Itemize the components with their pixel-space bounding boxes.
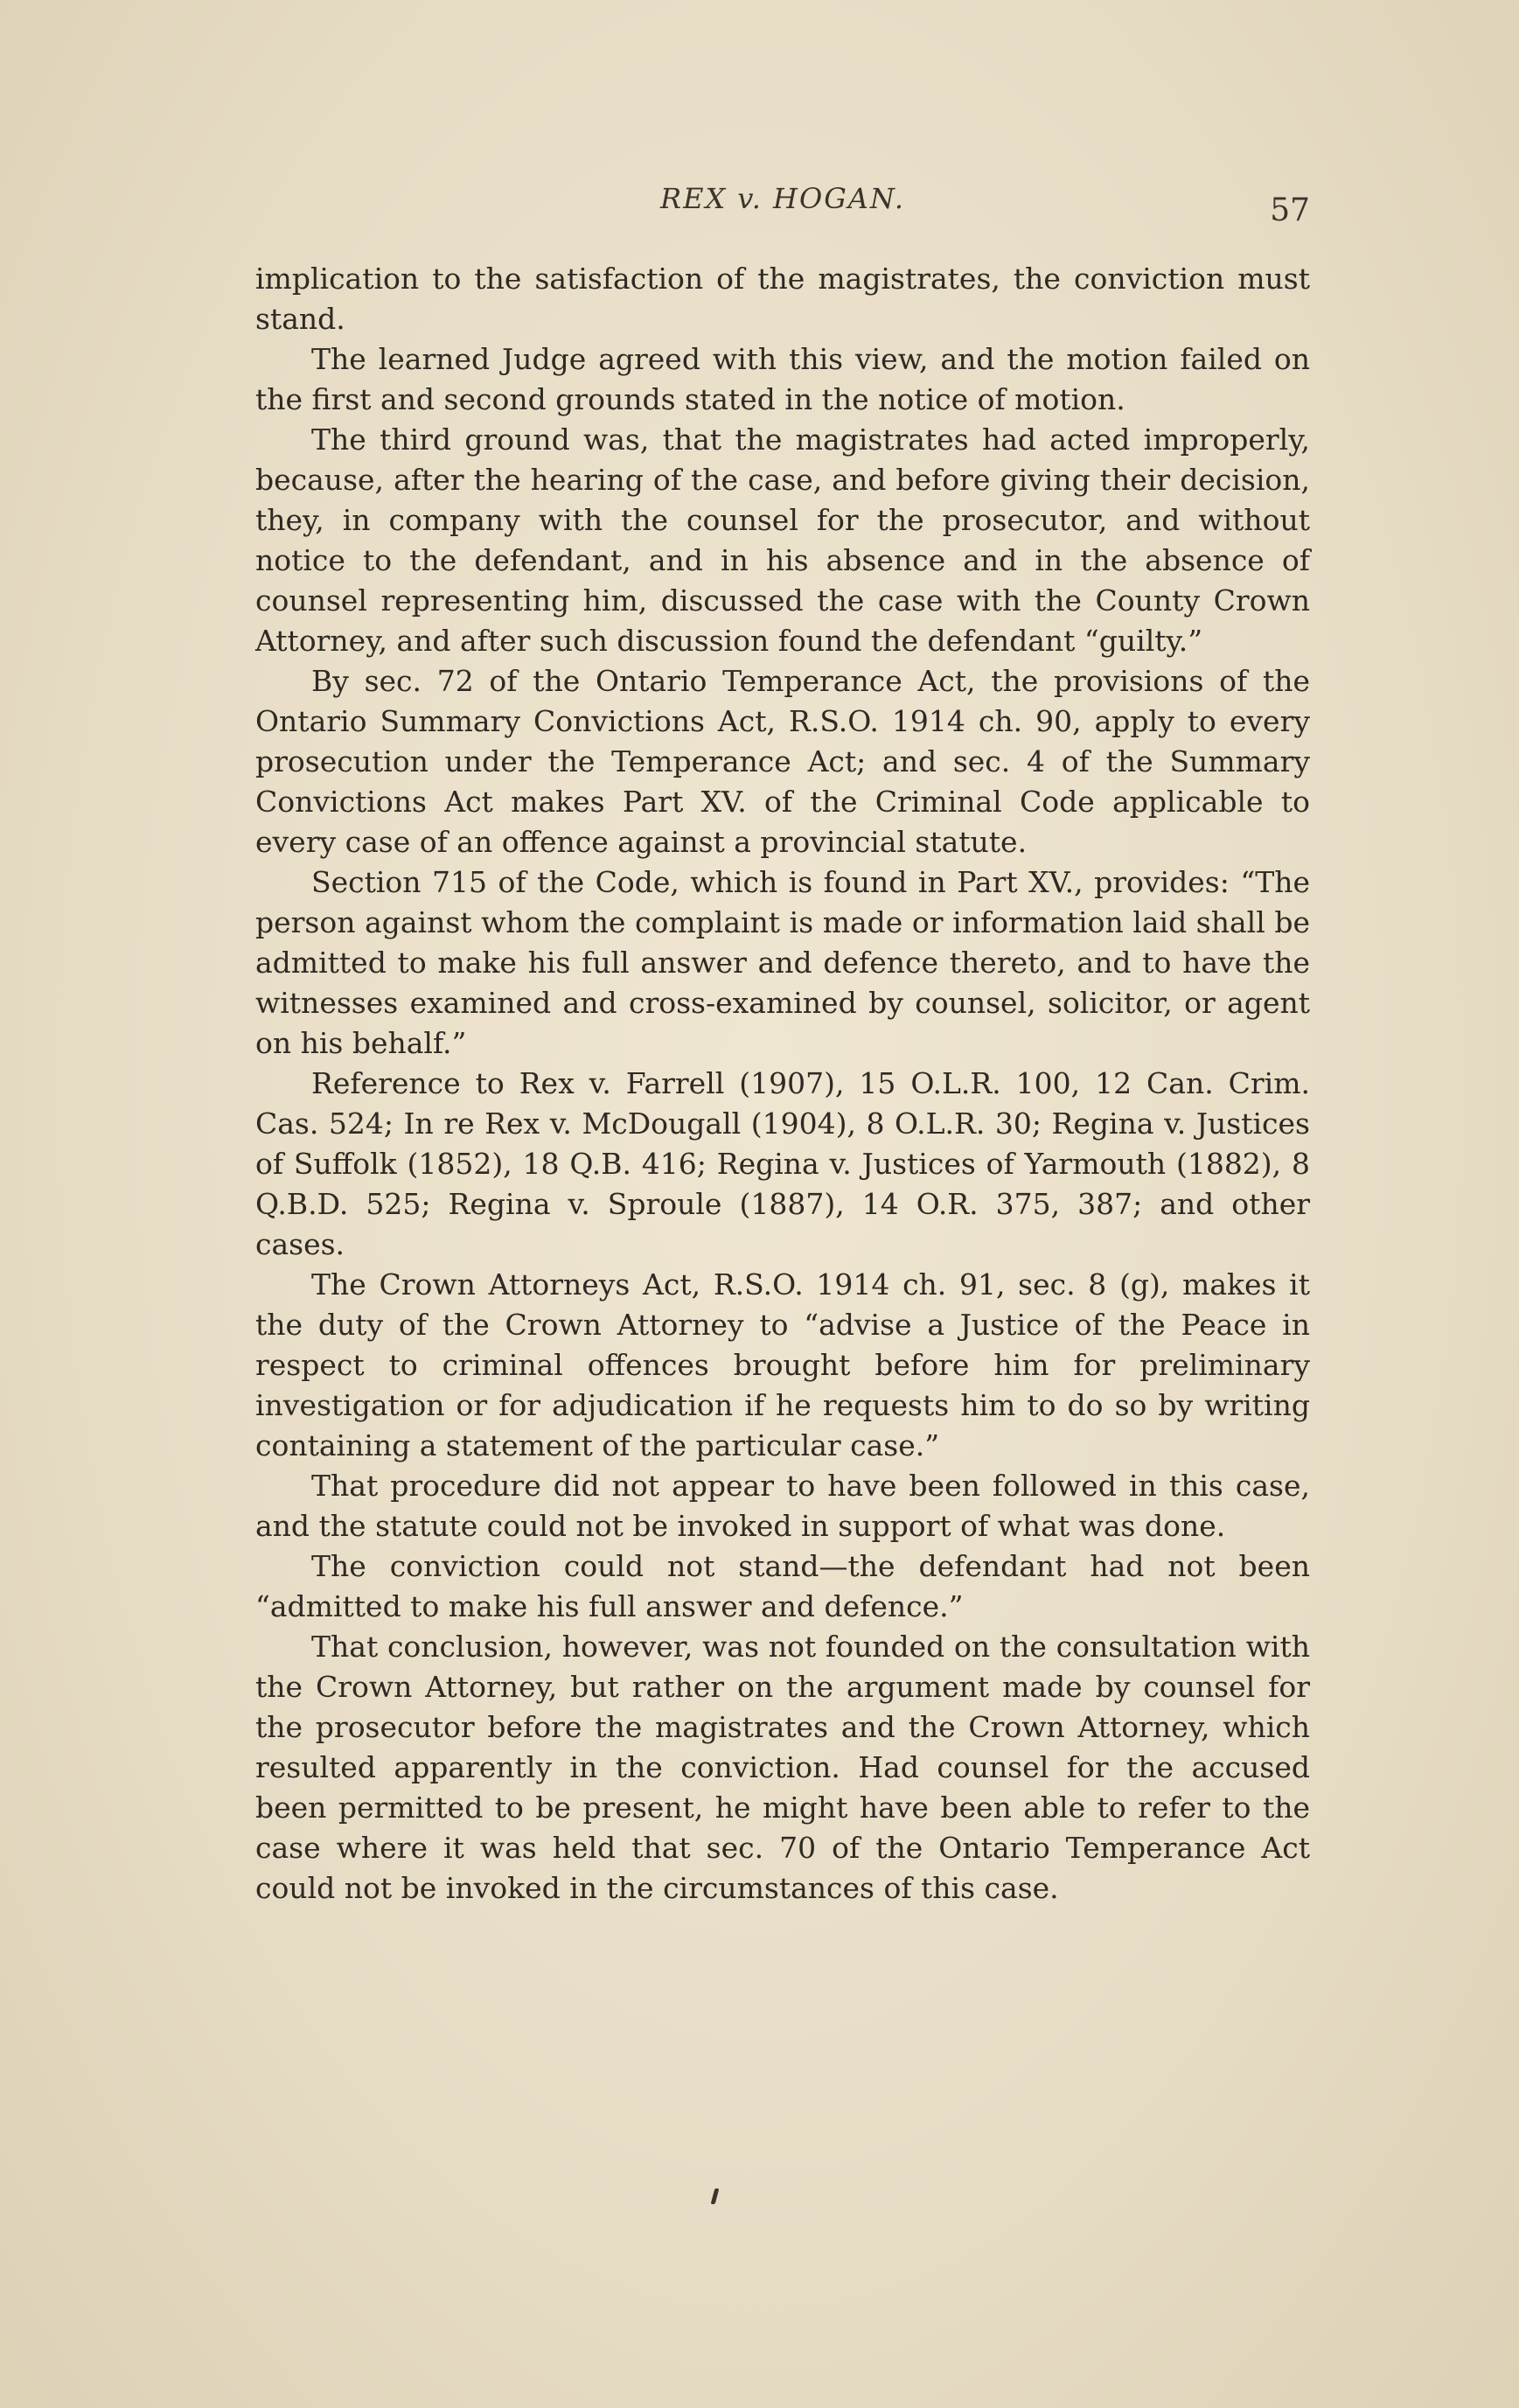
paragraph: The conviction could not stand—the defendant had not been “admitted to make his full answer and defence.” bbox=[255, 1549, 1310, 1623]
paragraph: The learned Judge agreed with this view, and the motion failed on the first and second grounds stated in the notice of motion. bbox=[255, 342, 1310, 416]
paragraph: By sec. 72 of the Ontario Temperance Act, the provisions of the Ontario Summary Convictions Act, R.S.O. 1914 ch. 90, apply to every prosecution under the Temperance Act; and sec. 4 of the Summary Convictions Act makes Part XV. of the Criminal Code applicable to every case of an offence against a provincial statute. bbox=[255, 664, 1310, 859]
page-number: 57 bbox=[1270, 192, 1310, 228]
paragraph: Section 715 of the Code, which is found in Part XV., provides: “The person against whom the complaint is made or information laid shall be admitted to make his full answer and defence thereto, and to have the witnesses examined and cross-examined by counsel, solicitor, or agent on his behalf.” bbox=[255, 865, 1310, 1060]
paragraph: The third ground was, that the magistrates had acted improperly, because, after the hearing of the case, and before giving their decision, they, in company with the counsel for the prosecutor, and without notice to the defendant, and in his absence and in the absence of counsel representing him, discussed the case with the County Crown Attorney, and after such discussion found the defendant “guilty.” bbox=[255, 422, 1310, 658]
running-head: REX v. HOGAN. bbox=[660, 182, 905, 215]
page-header bbox=[255, 182, 1310, 234]
paragraph: That procedure did not appear to have been followed in this case, and the statute could not be invoked in support of what was done. bbox=[255, 1469, 1310, 1543]
body-text bbox=[255, 259, 1310, 1909]
paragraph: The Crown Attorneys Act, R.S.O. 1914 ch. 91, sec. 8 (g), makes it the duty of the Crown Attorney to “advise a Justice of the Peace in respect to criminal offences brought before him for preliminary investigation or for adjudication if he requests him to do so by writing containing a statement of the particular case.” bbox=[255, 1267, 1310, 1462]
paragraph: That conclusion, however, was not founded on the consultation with the Crown Attorney, but rather on the argument made by counsel for the prosecutor before the magistrates and the Crown Attorney, which resulted apparently in the conviction. Had counsel for the accused been permitted to be present, he might have been able to refer to the case where it was held that sec. 70 of the Ontario Temperance Act could not be invoked in the circumstances of this case. bbox=[255, 1630, 1310, 1905]
paragraph: implication to the satisfaction of the magistrates, the conviction must stand. bbox=[255, 262, 1310, 336]
paragraph: Reference to Rex v. Farrell (1907), 15 O.L.R. 100, 12 Can. Crim. Cas. 524; In re Rex v. McDougall (1904), 8 O.L.R. 30; Regina v. Justices of Suffolk (1852), 18 Q.B. 416; Regina v. Justices of Yarmouth (1882), 8 Q.B.D. 525; Regina v. Sproule (1887), 14 O.R. 375, 387; and other cases. bbox=[255, 1066, 1310, 1261]
ink-speck bbox=[711, 2188, 720, 2204]
